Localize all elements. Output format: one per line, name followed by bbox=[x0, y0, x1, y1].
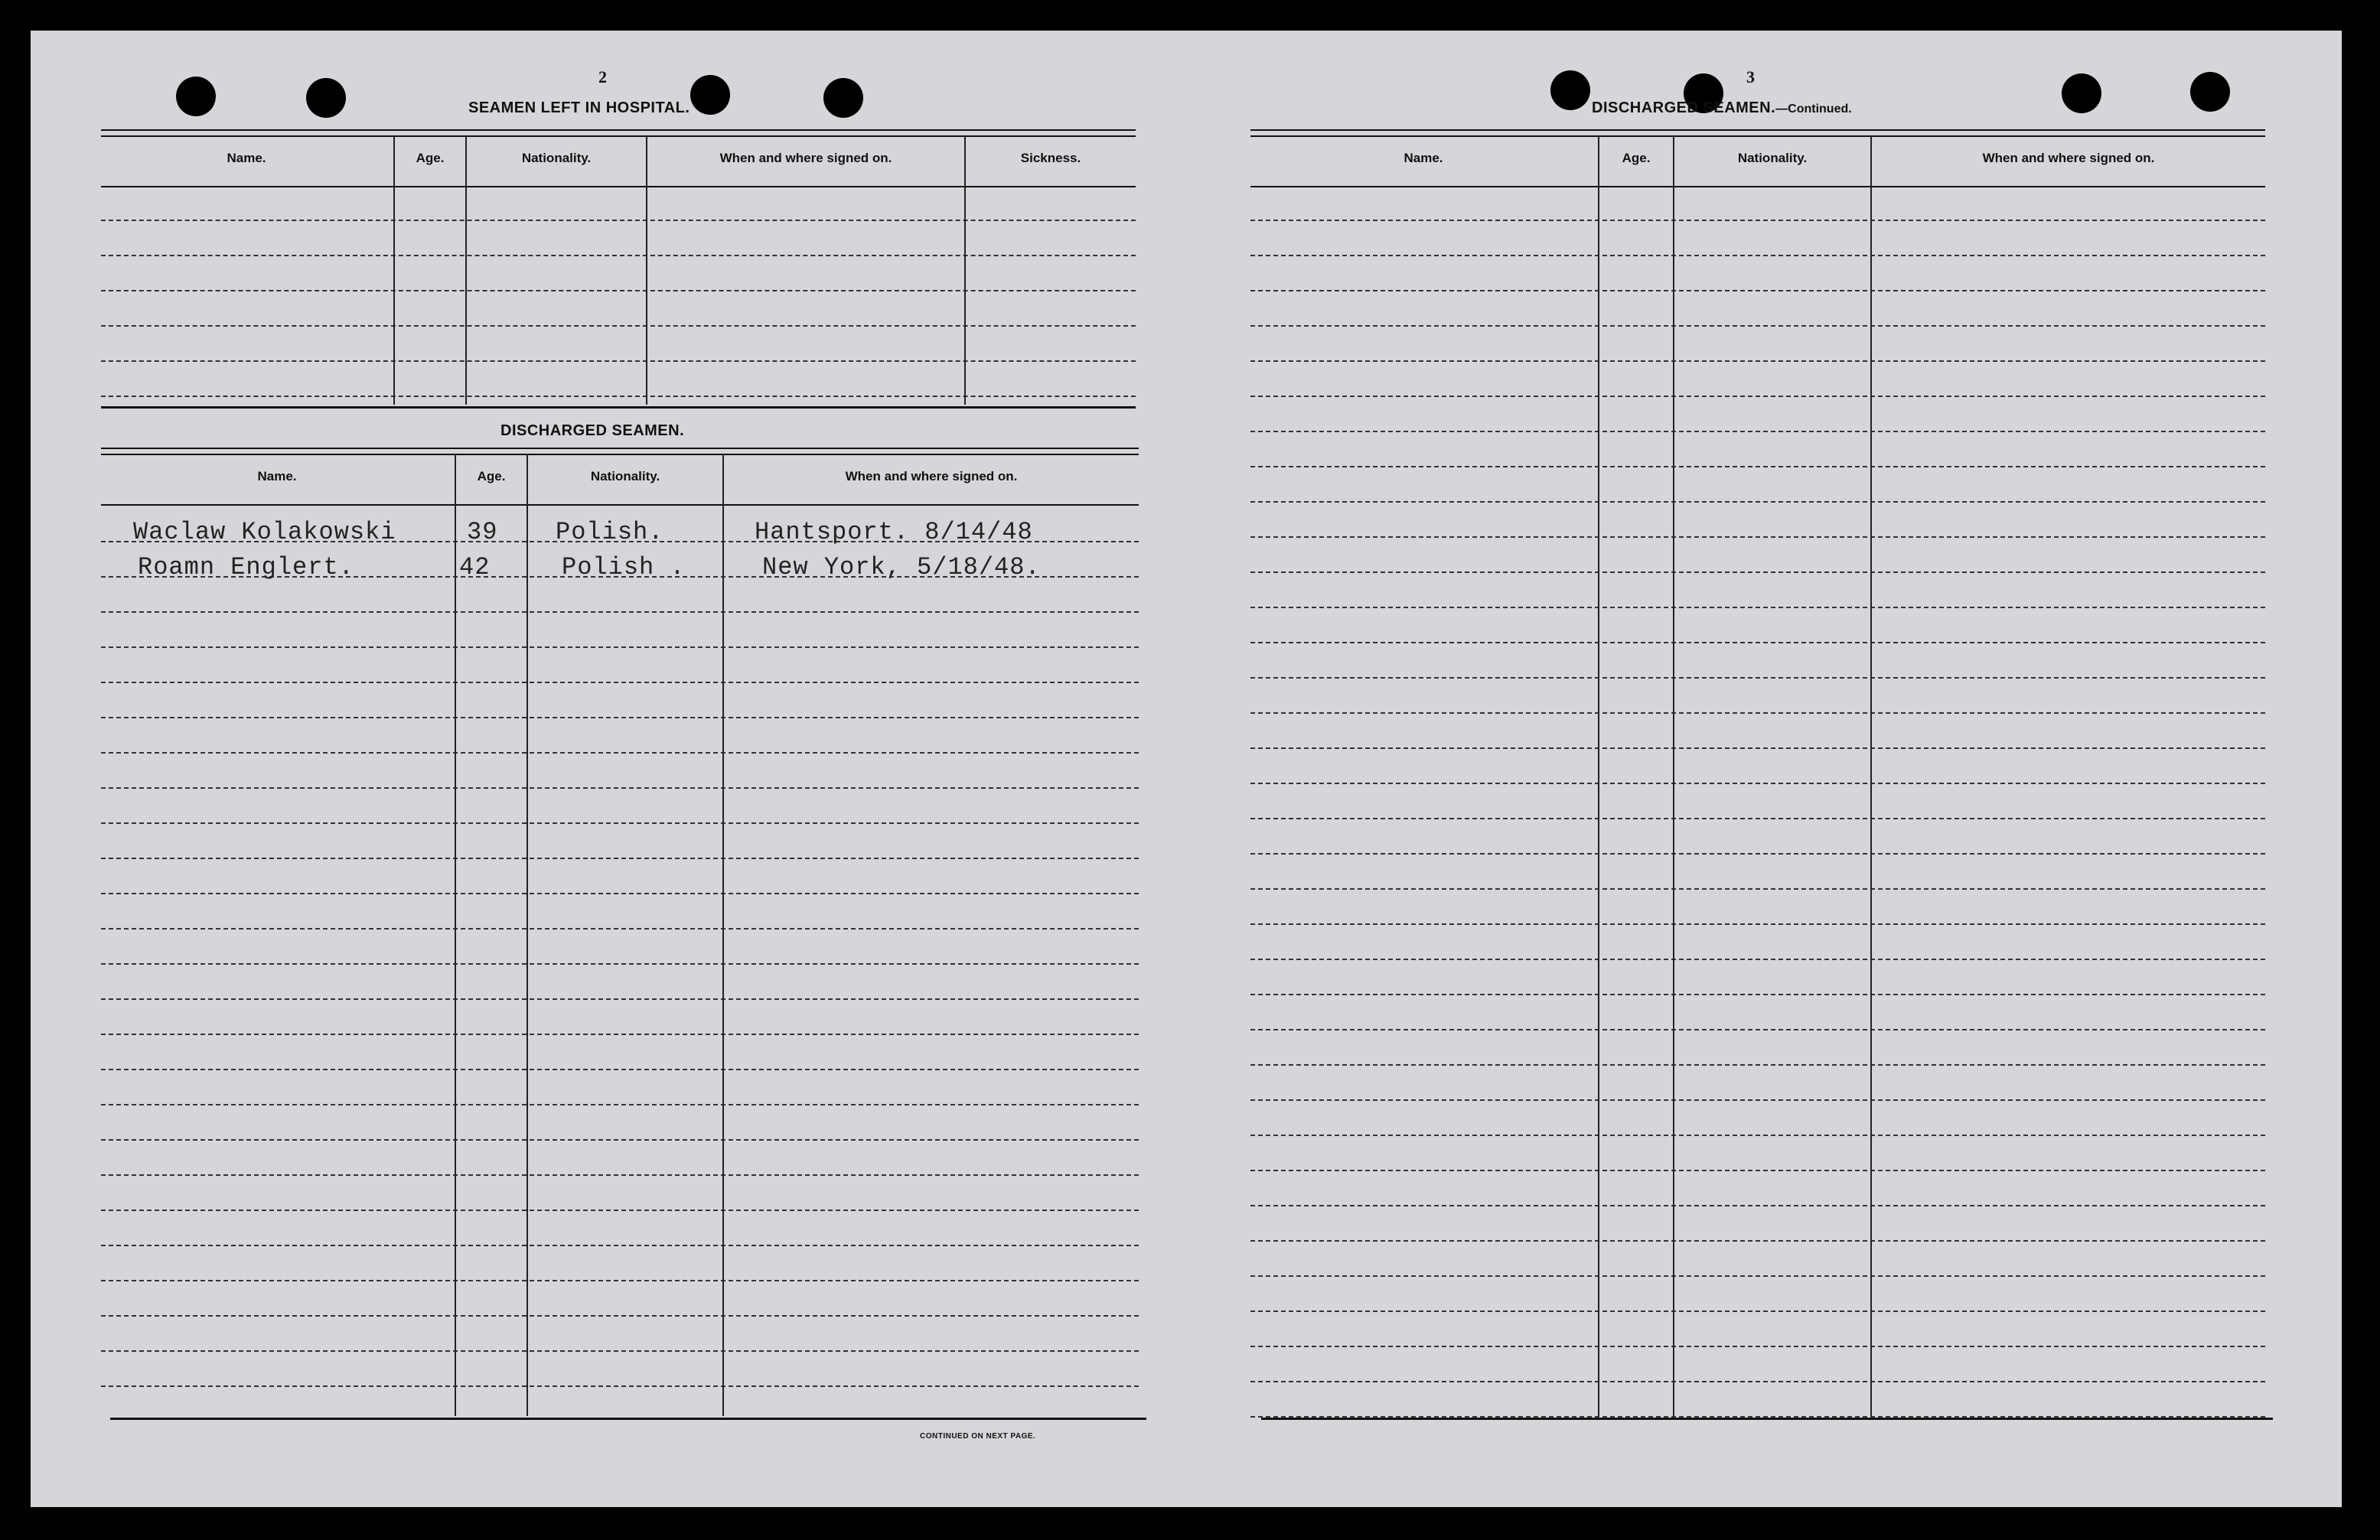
ruled-line bbox=[101, 325, 1136, 327]
discharged-col-signed-on: When and where signed on. bbox=[845, 469, 1018, 483]
ruled-line bbox=[1250, 1099, 2265, 1101]
punch-hole bbox=[1550, 70, 1590, 110]
ruled-line bbox=[101, 1069, 1139, 1070]
ruled-line bbox=[101, 682, 1139, 683]
ruled-line bbox=[1250, 1381, 2265, 1382]
discharged-col-divider bbox=[722, 454, 724, 1416]
entry-age: 42 bbox=[459, 553, 491, 581]
ruled-line bbox=[1250, 571, 2265, 573]
punch-hole bbox=[2062, 73, 2101, 113]
continued-section-title bbox=[1592, 99, 1852, 117]
ruled-line bbox=[1250, 255, 2265, 256]
hospital-bottom-rule bbox=[101, 406, 1136, 409]
ruled-line bbox=[101, 717, 1139, 718]
entry-signed-on: New York, 5/18/48. bbox=[762, 553, 1041, 581]
hospital-col-divider bbox=[964, 135, 966, 405]
entry-signed-on: Hantsport. 8/14/48 bbox=[755, 518, 1033, 546]
ruled-line bbox=[1250, 290, 2265, 291]
ruled-line bbox=[1250, 853, 2265, 855]
ruled-line bbox=[1250, 888, 2265, 890]
right-top-rule bbox=[1250, 129, 2265, 131]
discharged-header-rule bbox=[101, 504, 1139, 506]
ruled-line bbox=[1250, 747, 2265, 749]
hospital-col-signed-on: When and where signed on. bbox=[719, 151, 892, 165]
ruled-line bbox=[101, 220, 1136, 221]
hospital-header-rule bbox=[101, 186, 1136, 187]
right-header-rule bbox=[1250, 186, 2265, 187]
ruled-line bbox=[101, 646, 1139, 648]
ruled-line bbox=[1250, 1029, 2265, 1030]
ruled-line bbox=[1250, 607, 2265, 608]
discharged-col-divider bbox=[527, 454, 528, 1416]
hospital-col-nationality: Nationality. bbox=[521, 151, 592, 165]
right-top-rule bbox=[1250, 135, 2265, 137]
right-col-signed-on: When and where signed on. bbox=[1982, 151, 2155, 165]
ruled-line bbox=[1250, 1205, 2265, 1206]
ruled-line bbox=[1250, 1240, 2265, 1242]
ruled-line bbox=[101, 1104, 1139, 1105]
entry-age: 39 bbox=[467, 518, 498, 546]
ruled-line bbox=[1250, 325, 2265, 327]
right-col-name: Name. bbox=[1404, 151, 1443, 165]
ruled-line bbox=[1250, 783, 2265, 784]
ruled-line bbox=[101, 255, 1136, 256]
ruled-line bbox=[1250, 360, 2265, 362]
punch-hole bbox=[690, 75, 730, 115]
ruled-line bbox=[101, 1174, 1139, 1176]
entry-nationality: Polish. bbox=[556, 518, 664, 546]
ruled-line bbox=[1250, 1135, 2265, 1136]
form-sheet bbox=[31, 31, 2342, 1507]
ruled-line bbox=[1250, 677, 2265, 679]
continued-note: CONTINUED ON NEXT PAGE. bbox=[920, 1432, 1036, 1441]
hospital-top-rule bbox=[101, 129, 1136, 131]
hospital-col-divider bbox=[465, 135, 467, 405]
ruled-line bbox=[1250, 923, 2265, 925]
ruled-line bbox=[1250, 818, 2265, 819]
ruled-line bbox=[1250, 959, 2265, 960]
ruled-line bbox=[1250, 1275, 2265, 1277]
ruled-line bbox=[101, 998, 1139, 1000]
ruled-line bbox=[101, 1315, 1139, 1317]
ruled-line bbox=[1250, 1064, 2265, 1066]
discharged-col-divider bbox=[455, 454, 456, 1416]
ruled-line bbox=[1250, 466, 2265, 467]
ruled-line bbox=[1250, 396, 2265, 397]
ruled-line bbox=[101, 1350, 1139, 1352]
ruled-line bbox=[1250, 220, 2265, 221]
continued-title-main: DISCHARGED SEAMEN. bbox=[1592, 99, 1776, 116]
ruled-line bbox=[1250, 501, 2265, 503]
discharged-section-title: DISCHARGED SEAMEN. bbox=[500, 422, 685, 439]
ruled-line bbox=[101, 1139, 1139, 1141]
ruled-line bbox=[101, 611, 1139, 613]
ruled-line bbox=[101, 1245, 1139, 1246]
hospital-section-title: SEAMEN LEFT IN HOSPITAL. bbox=[468, 99, 690, 116]
hospital-col-divider bbox=[646, 135, 647, 405]
right-col-age: Age. bbox=[1622, 151, 1651, 165]
ruled-line bbox=[101, 822, 1139, 824]
ruled-line bbox=[101, 928, 1139, 930]
ruled-line bbox=[101, 290, 1136, 291]
discharged-col-nationality: Nationality. bbox=[590, 469, 660, 483]
ruled-line bbox=[101, 396, 1136, 397]
entry-nationality: Polish . bbox=[562, 553, 686, 581]
discharged-top-rule bbox=[101, 454, 1139, 455]
hospital-col-age: Age. bbox=[416, 151, 445, 165]
hospital-col-sickness: Sickness. bbox=[1020, 151, 1081, 165]
ruled-line bbox=[101, 752, 1139, 754]
right-col-divider bbox=[1673, 135, 1674, 1416]
ruled-line bbox=[1250, 1346, 2265, 1347]
ruled-line bbox=[1250, 431, 2265, 432]
ruled-line bbox=[1250, 712, 2265, 714]
punch-hole bbox=[823, 78, 863, 118]
right-col-divider bbox=[1870, 135, 1872, 1416]
right-col-nationality: Nationality. bbox=[1737, 151, 1808, 165]
hospital-col-name: Name. bbox=[227, 151, 266, 165]
punch-hole bbox=[306, 78, 346, 118]
right-bottom-rule bbox=[1261, 1418, 2273, 1420]
entry-name: Roamn Englert. bbox=[138, 553, 354, 581]
ruled-line bbox=[101, 360, 1136, 362]
ruled-line bbox=[101, 963, 1139, 965]
page-number: 2 bbox=[598, 67, 607, 86]
ruled-line bbox=[101, 858, 1139, 859]
ruled-line bbox=[101, 1210, 1139, 1211]
ruled-line bbox=[101, 1280, 1139, 1281]
punch-hole bbox=[176, 77, 216, 116]
discharged-bottom-rule bbox=[110, 1418, 1146, 1420]
ruled-line bbox=[101, 1034, 1139, 1035]
hospital-col-divider bbox=[393, 135, 395, 405]
discharged-col-name: Name. bbox=[257, 469, 297, 483]
ruled-line bbox=[1250, 1170, 2265, 1171]
page-number: 3 bbox=[1746, 67, 1755, 86]
ruled-line bbox=[1250, 642, 2265, 643]
hospital-top-rule bbox=[101, 135, 1136, 137]
ruled-line bbox=[1250, 1310, 2265, 1312]
ruled-line bbox=[101, 893, 1139, 894]
ruled-line bbox=[1250, 994, 2265, 995]
ruled-line bbox=[101, 787, 1139, 789]
continued-title-suffix: —Continued. bbox=[1775, 103, 1852, 116]
ruled-line bbox=[1250, 536, 2265, 538]
right-col-divider bbox=[1598, 135, 1599, 1416]
discharged-col-age: Age. bbox=[477, 469, 506, 483]
entry-name: Waclaw Kolakowski bbox=[133, 518, 396, 546]
ruled-line bbox=[101, 1385, 1139, 1387]
punch-hole bbox=[2190, 72, 2230, 112]
discharged-top-rule bbox=[101, 448, 1139, 449]
